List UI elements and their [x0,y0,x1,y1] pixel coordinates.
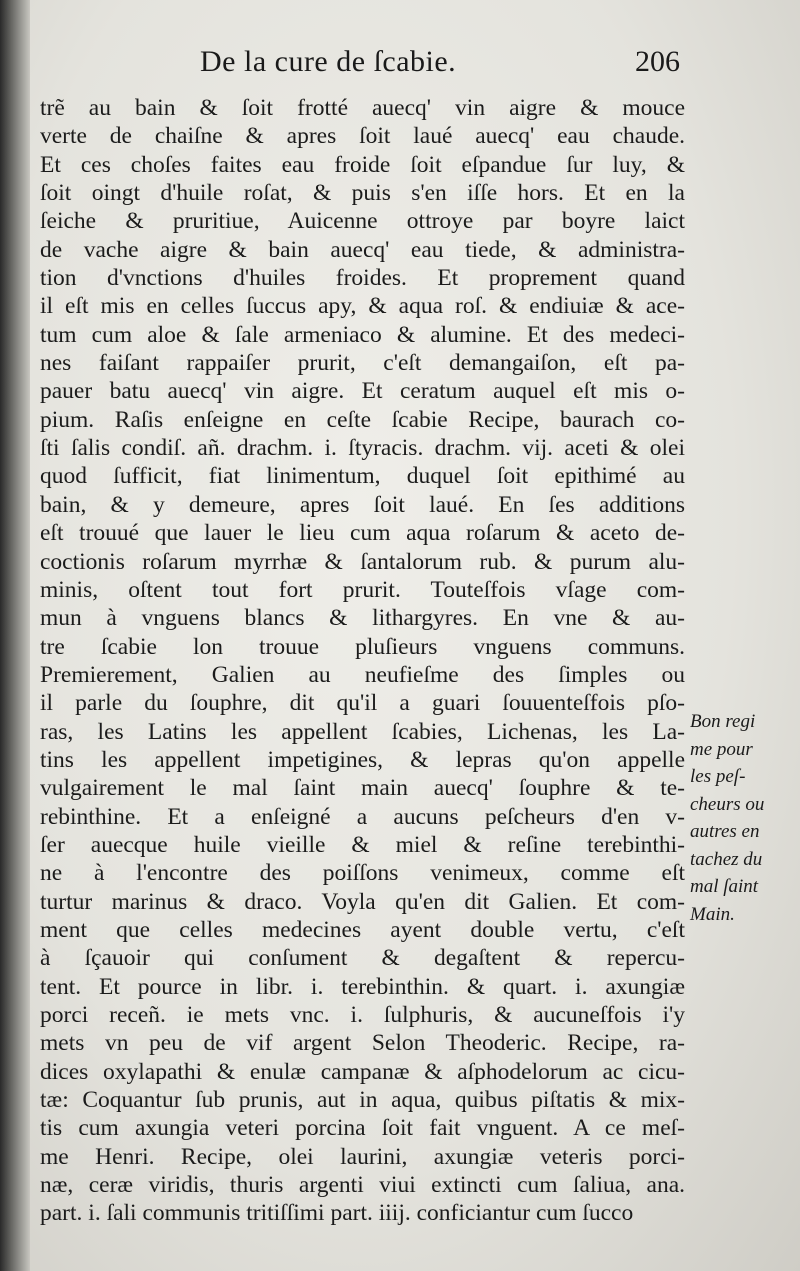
text-line: tis cum axungia veteri porcina ſoit fait vnguent. A ce meſ- [40,1115,685,1142]
text-line: turtur marinus & draco. Voyla qu'en dit Galien. Et com- [40,888,685,915]
text-line: de vache aigre & bain auecq' eau tiede, & administra- [40,236,685,263]
margin-note-line: Main. [690,903,735,925]
body-text [40,94,685,1228]
page-number: 206 [635,45,680,78]
text-line: il eſt mis en celles ſuccus apy, & aqua roſ. & endiuiæ & ace- [40,293,685,320]
text-line: coctionis roſarum myrrhæ & ſantalorum rub. & purum alu- [40,548,685,575]
text-line: tre ſcabie lon trouue pluſieurs vnguens communs. [40,633,685,660]
margin-note-line: me pour [690,738,753,760]
margin-note-line: mal ſaint [690,876,759,897]
text-line: ſeiche & pruritiue, Auicenne ottroye par boyre laict [40,208,685,235]
text-line: nes faiſant rappaiſer prurit, c'eſt demangaiſon, eſt pa- [40,350,685,377]
text-line: il parle du ſouphre, dit qu'il a guari ſouuenteſfois pſo- [40,690,685,717]
text-line: porci receñ. ie mets vnc. i. ſulphuris, & aucuneſfois i'y [40,1002,685,1028]
text-line: mets vn peu de vif argent Selon Theoderic. Recipe, ra- [40,1030,685,1057]
text-line: à ſçauoir qui conſument & degaſtent & repercu- [40,945,685,972]
page-header [200,45,680,85]
text-line: me Henri. Recipe, olei laurini, axungiæ veteris porci- [40,1143,685,1170]
text-line: pium. Raſis enſeigne en ceſte ſcabie Recipe, baurach co- [40,406,685,433]
text-line: tæ: Coquantur ſub prunis, aut in aqua, quibus piſtatis & mix- [40,1087,685,1114]
running-title: De la cure de ſcabie. [200,45,457,78]
text-line: tins les appellent impetigines, & lepras qu'on appelle [40,746,685,773]
text-line: ſti ſalis condiſ. añ. drachm. i. ſtyracis. drachm. vij. aceti & olei [40,435,685,462]
text-line: dices oxylapathi & enulæ campanæ & aſphodelorum ac cicu- [40,1058,685,1085]
text-line: mun à vnguens blancs & lithargyres. En vne & au- [40,605,685,632]
text-line: ment que celles medecines ayent double vertu, c'eſt [40,916,685,943]
text-line: trẽ au bain & ſoit frotté auecq' vin aigre & mouce [40,95,685,121]
text-line: ſoit oingt d'huile roſat, & puis s'en iſſe hors. Et en la [40,180,685,207]
margin-note [690,708,790,928]
margin-note-line: autres en [690,821,760,842]
text-line: minis, oſtent tout fort prurit. Touteſfois vſage com- [40,576,685,603]
margin-note-line: cheurs ou [690,793,765,815]
text-line: tent. Et pource in libr. i. terebinthin. & quart. i. axungiæ [40,973,685,1000]
page-gutter-shadow [0,0,30,1271]
margin-note-line: les peſ- [690,766,746,787]
text-line: Et ces choſes faites eau froide ſoit eſpandue ſur luy, & [40,151,685,178]
margin-note-line: tachez du [690,848,763,870]
text-line: ne à l'encontre des poiſſons venimeux, comme eſt [40,860,685,887]
text-line: næ, ceræ viridis, thuris argenti viui extincti cum ſaliua, ana. [40,1172,685,1199]
margin-note-line: Bon regi [690,711,756,732]
text-line: vulgairement le mal ſaint main auecq' ſouphre & te- [40,775,685,802]
text-line: quod ſufficit, fiat linimentum, duquel ſoit epithimé au [40,463,685,490]
text-line: eſt trouué que lauer le lieu cum aqua roſarum & aceto de- [40,520,685,547]
text-line: ſer auecque huile vieille & miel & reſine terebinthi- [40,831,685,858]
text-line: rebinthine. Et a enſeigné a aucuns peſcheurs d'en v- [40,803,685,830]
text-line: bain, & y demeure, apres ſoit laué. En ſes additions [40,491,685,518]
text-line: tion d'vnctions d'huiles froides. Et proprement quand [40,265,685,292]
text-line: ras, les Latins les appellent ſcabies, Lichenas, les La- [40,718,685,745]
text-line: verte de chaiſne & apres ſoit laué auecq' eau chaude. [40,123,685,150]
text-line: tum cum aloe & ſale armeniaco & alumine. Et des medeci- [40,321,685,348]
text-line: pauer batu auecq' vin aigre. Et ceratum auquel eſt mis o- [40,378,685,405]
text-line: Premierement, Galien au neufieſme des ſimples ou [40,661,685,688]
text-line: part. i. ſali communis tritiſſimi part. iiij. conficiantur cum ſucco [40,1200,634,1227]
